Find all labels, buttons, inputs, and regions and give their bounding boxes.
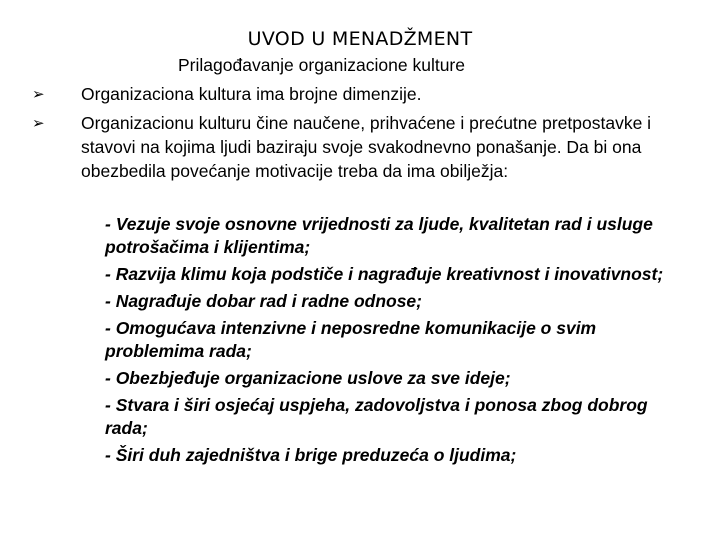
- list-item: - Širi duh zajedništva i brige preduzeća o ljudima;: [105, 445, 517, 465]
- bullet-text: Organizacionu kulturu čine naučene, prihvaćene i prećutne pretpostavke i stavovi na kojima ljudi baziraju svoje svakodnevno ponašanje. Da bi ona obezbedila povećanje motivacije treba da ima obilježja:: [81, 113, 652, 181]
- slide-subtitle: Prilagođavanje organizacione kulture: [178, 55, 465, 75]
- list-item: - Nagrađuje dobar rad i radne odnose;: [105, 291, 422, 311]
- list-item: - Vezuje svoje osnovne vrijednosti za ljude, kvalitetan rad i usluge potrošačima i klijentima;: [105, 214, 653, 257]
- list-item: - Obezbjeđuje organizacione uslove za sve ideje;: [105, 368, 511, 388]
- list-item: - Razvija klimu koja podstiče i nagrađuje kreativnost i inovativnost;: [105, 264, 664, 284]
- characteristics-list: [105, 213, 695, 471]
- slide-title: UVOD U MENADŽMENT: [247, 28, 473, 50]
- list-item: - Omogućava intenzivne i neposredne komunikacije o svim problemima rada;: [105, 318, 597, 361]
- list-item: - Stvara i širi osjećaj uspjeha, zadovoljstva i ponosa zbog dobrog rada;: [105, 395, 648, 438]
- arrow-bullet-icon: ➢: [32, 114, 45, 132]
- arrow-bullet-icon: ➢: [32, 85, 45, 103]
- bullet-text: Organizaciona kultura ima brojne dimenzije.: [81, 84, 422, 104]
